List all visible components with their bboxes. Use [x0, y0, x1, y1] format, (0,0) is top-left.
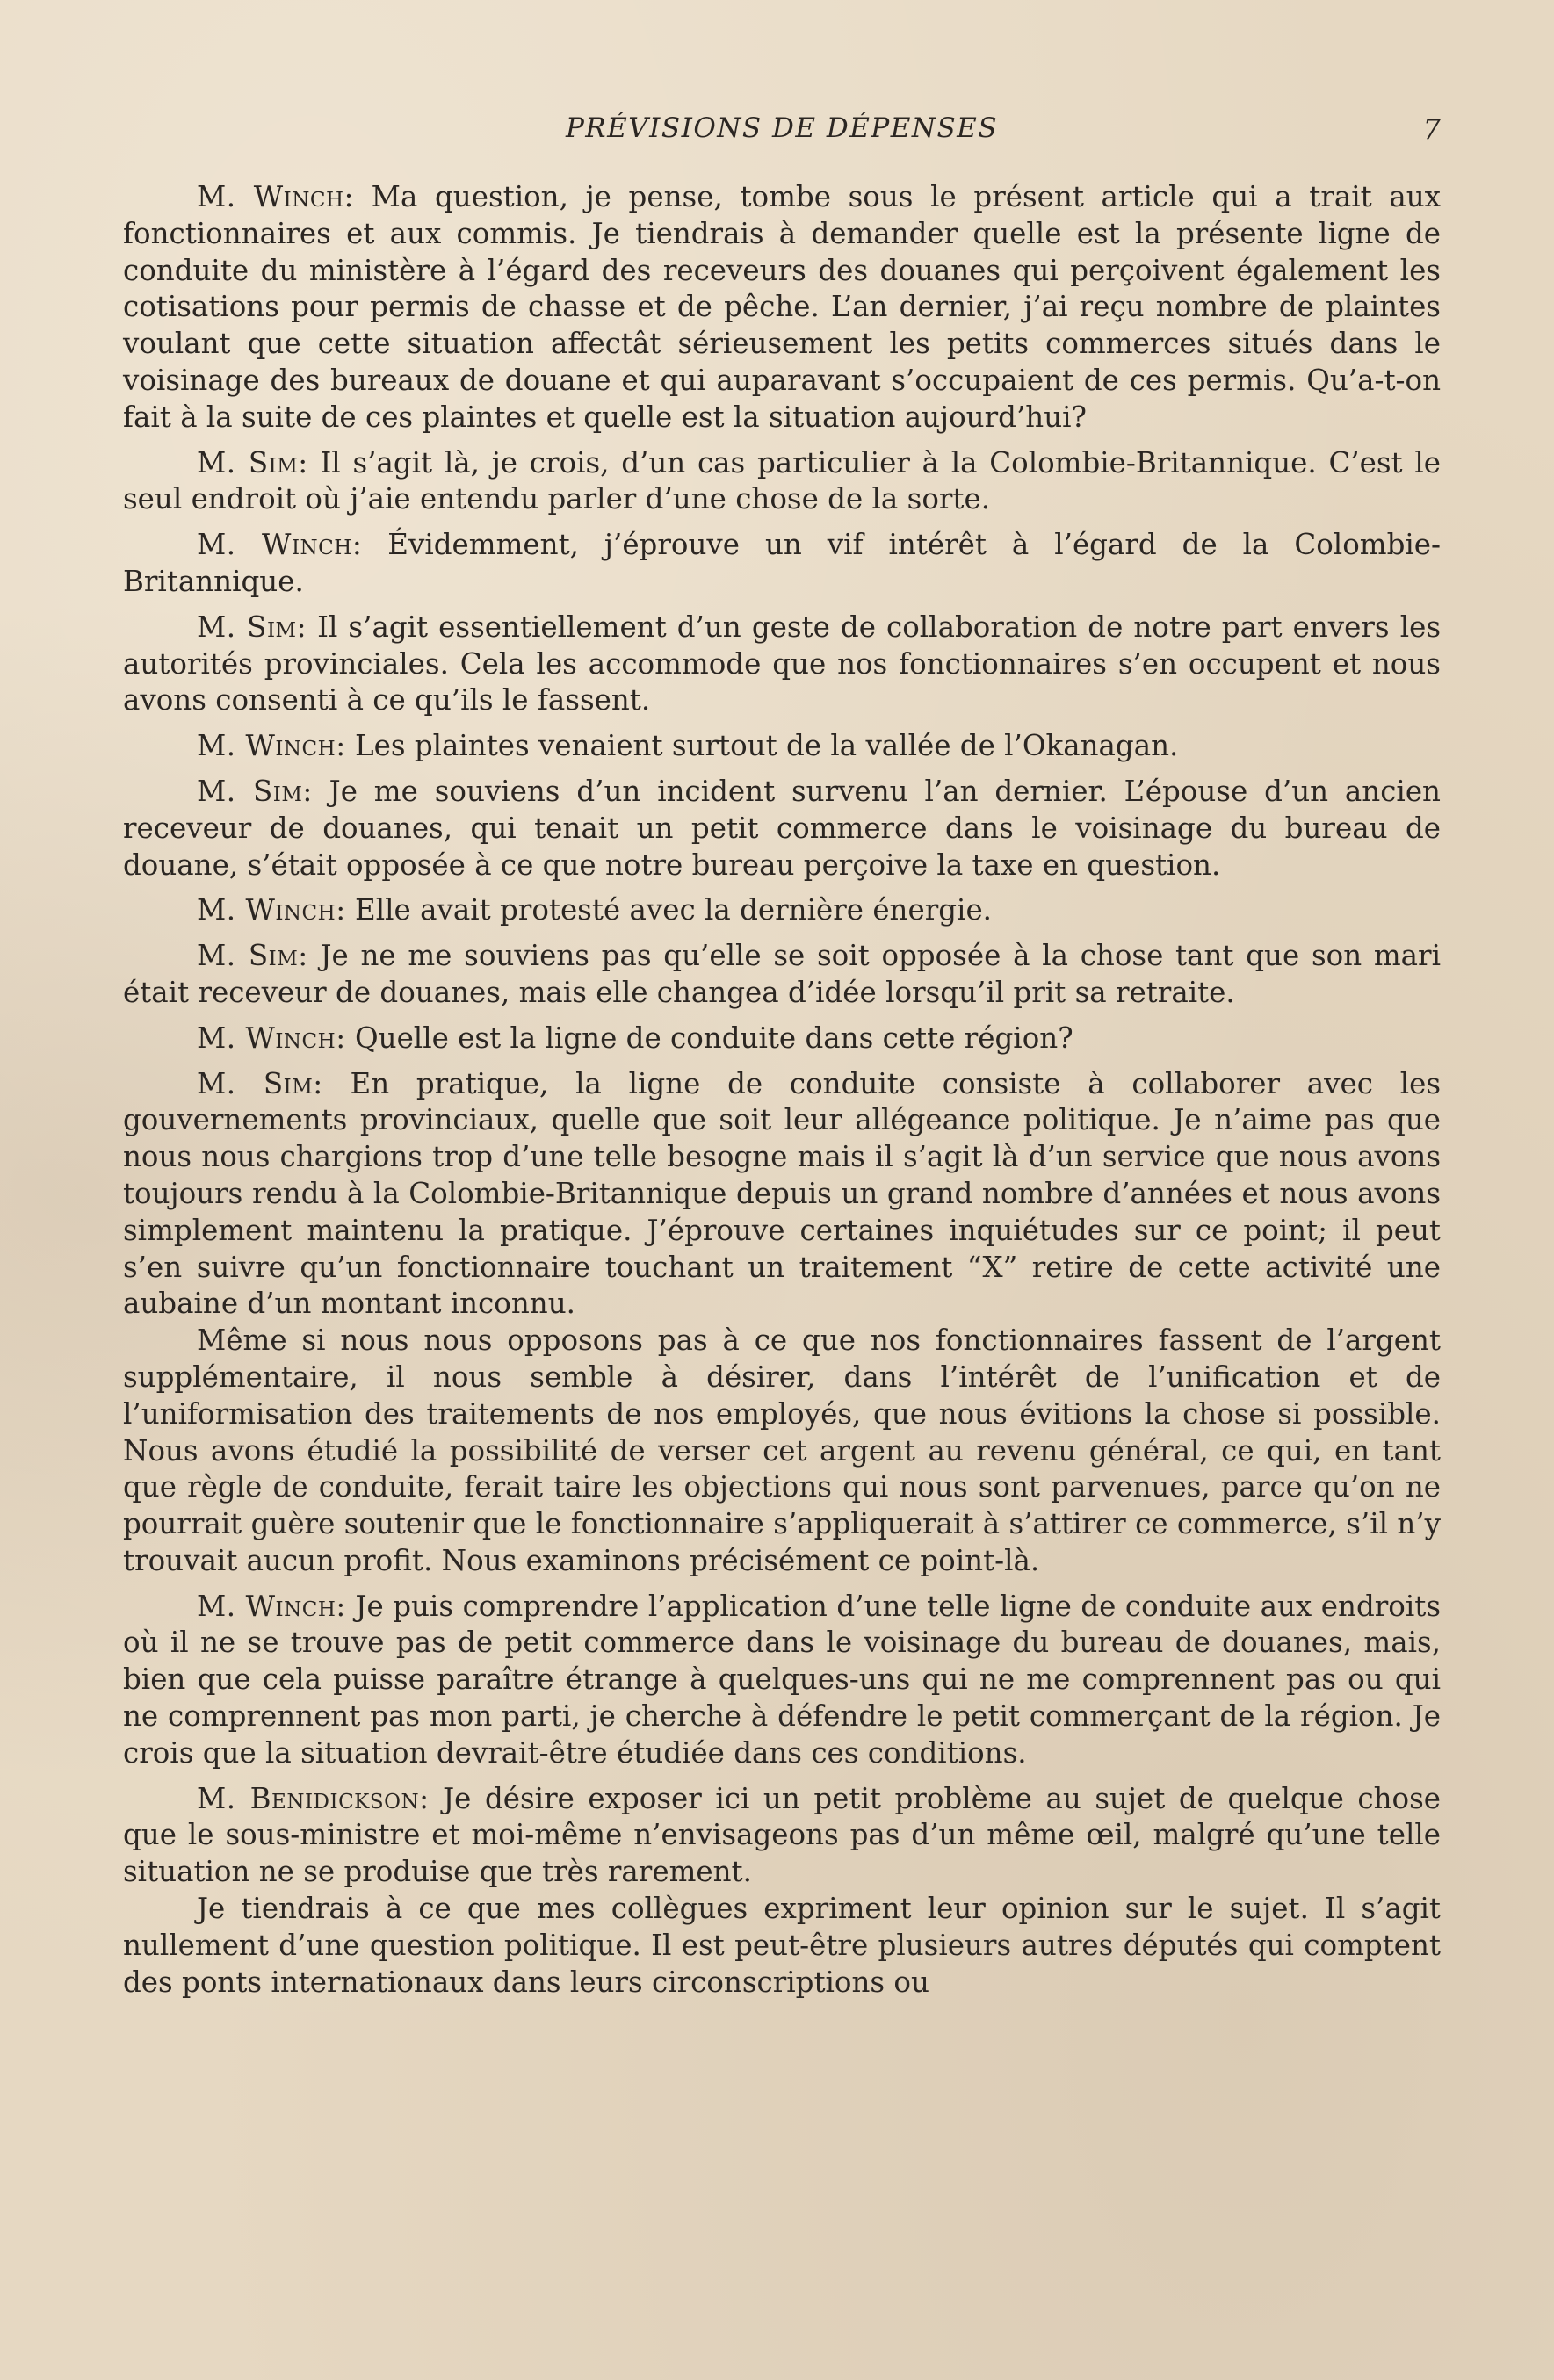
speaker-name: M. Winch:	[197, 180, 354, 213]
paragraph-text: Je tiendrais à ce que mes collègues expriment leur opinion sur le sujet. Il s’agit nullement d’une question politique. Il est peut-être plusieurs autres députés qui comptent des ponts internationaux dans leurs circonscriptions ou	[123, 1892, 1441, 1999]
page-number: 7	[1422, 112, 1441, 146]
paragraph-text: Évidemment, j’éprouve un vif intérêt à l’égard de la Colombie-Britannique.	[123, 528, 1441, 598]
paragraph	[123, 1066, 1441, 1323]
paragraph	[123, 938, 1441, 1012]
speaker-name: M. Winch:	[197, 528, 363, 562]
speaker-name: M. Winch:	[197, 1589, 346, 1623]
paragraph-text: Ma question, je pense, tombe sous le présent article qui a trait aux fonctionnaires et aux commis. Je tiendrais à demander quelle est la présente ligne de conduite du ministère à l’égard des receveurs des douanes qui perçoivent également les cotisations pour permis de chasse et de pêche. L’an dernier, j’ai reçu nombre de plaintes voulant que cette situation affectât sérieusement les petits commerces situés dans le voisinage des bureaux de douane et qui auparavant s’occupaient de ces permis. Qu’a-t-on fait à la suite de ces plaintes et quelle est la situation aujourd’hui?	[123, 180, 1441, 434]
paragraph-text: Il s’agit essentiellement d’un geste de collaboration de notre part envers les autorités provinciales. Cela les accommode que nos fonctionnaires s’en occupent et nous avons consenti à ce qu’ils le fassent.	[123, 609, 1441, 718]
paragraph-text: Je me souviens d’un incident survenu l’an dernier. L’épouse d’un ancien receveur de douanes, qui tenait un petit commerce dans le voisinage du bureau de douane, s’était opposée à ce que notre bureau perçoive la taxe en question.	[123, 774, 1441, 882]
transcript-body	[123, 179, 1441, 2001]
paragraph-text: Je ne me souviens pas qu’elle se soit opposée à la chose tant que son mari était receveur de douanes, mais elle changea d’idée lorsqu’il prit sa retraite.	[123, 939, 1441, 1009]
page-title: PRÉVISIONS DE DÉPENSES	[565, 112, 999, 144]
paragraph	[123, 609, 1441, 719]
speaker-name: M. Sim:	[197, 445, 308, 480]
paragraph	[123, 1021, 1441, 1057]
paragraph-text: Quelle est la ligne de conduite dans cette région?	[345, 1021, 1073, 1055]
paragraph-text: Même si nous nous opposons pas à ce que nos fonctionnaires fassent de l’argent supplémentaire, il nous semble à désirer, dans l’intérêt de l’unification et de l’uniformisation des traitements de nos employés, que nous évitions la chose si possible. Nous avons étudié la possibilité de verser cet argent au revenu général, ce qui, en tant que règle de conduite, ferait taire les objections qui nous sont parvenues, parce qu’on ne pourrait guère soutenir que le fonctionnaire s’appliquerait à s’attirer ce commerce, s’il n’y trouvait aucun profit. Nous examinons précisément ce point-là.	[123, 1323, 1441, 1577]
running-header	[123, 112, 1441, 160]
paragraph	[123, 774, 1441, 883]
paragraph-text: Je puis comprendre l’application d’une telle ligne de conduite aux endroits où il ne se trouve pas de petit commerce dans le voisinage du bureau de douanes, mais, bien que cela puisse paraître étrange à quelques-uns qui ne me comprennent pas ou qui ne comprennent pas mon parti, je cherche à défendre le petit commerçant de la région. Je crois que la situation devrait-être étudiée dans ces conditions.	[123, 1589, 1441, 1770]
speaker-name: M. Sim:	[197, 774, 313, 808]
paragraph	[123, 1781, 1441, 1891]
speaker-name: M. Winch:	[197, 893, 346, 927]
paragraph	[123, 892, 1441, 929]
paragraph	[123, 445, 1441, 519]
paragraph-text: Les plaintes venaient surtout de la vallée de l’Okanagan.	[345, 729, 1179, 763]
paragraph-text: En pratique, la ligne de conduite consiste à collaborer avec les gouvernements provinciaux, quelle que soit leur allégeance politique. Je n’aime pas que nous nous chargions trop d’une telle besogne mais il s’agit là d’un service que nous avons toujours rendu à la Colombie-Britannique depuis un grand nombre d’années et nous avons simplement maintenu la pratique. J’éprouve certaines inquiétudes sur ce point; il peut s’en suivre qu’un fonctionnaire touchant un traitement “X” retire de cette activité une aubaine d’un montant inconnu.	[123, 1066, 1441, 1321]
speaker-name: M. Benidickson:	[197, 1781, 430, 1815]
speaker-name: M. Sim:	[197, 609, 307, 644]
paragraph	[123, 527, 1441, 601]
document-page	[123, 112, 1441, 2009]
speaker-name: M. Sim:	[197, 939, 308, 973]
paragraph	[123, 1589, 1441, 1772]
paragraph-text: Je désire exposer ici un petit problème au sujet de quelque chose que le sous-ministre et moi-même n’envisageons pas d’un même œil, malgré qu’une telle situation ne se produise que très rarement.	[123, 1781, 1441, 1889]
paragraph	[123, 179, 1441, 436]
speaker-name: M. Winch:	[197, 1021, 346, 1055]
paragraph	[123, 1323, 1441, 1580]
speaker-name: M. Sim:	[197, 1066, 323, 1100]
speaker-name: M. Winch:	[197, 729, 346, 763]
paragraph	[123, 728, 1441, 765]
paragraph-text: Il s’agit là, je crois, d’un cas particulier à la Colombie-Britannique. C’est le seul endroit où j’aie entendu parler d’une chose de la sorte.	[123, 445, 1441, 516]
paragraph-text: Elle avait protesté avec la dernière énergie.	[345, 893, 993, 927]
paragraph	[123, 1891, 1441, 2001]
